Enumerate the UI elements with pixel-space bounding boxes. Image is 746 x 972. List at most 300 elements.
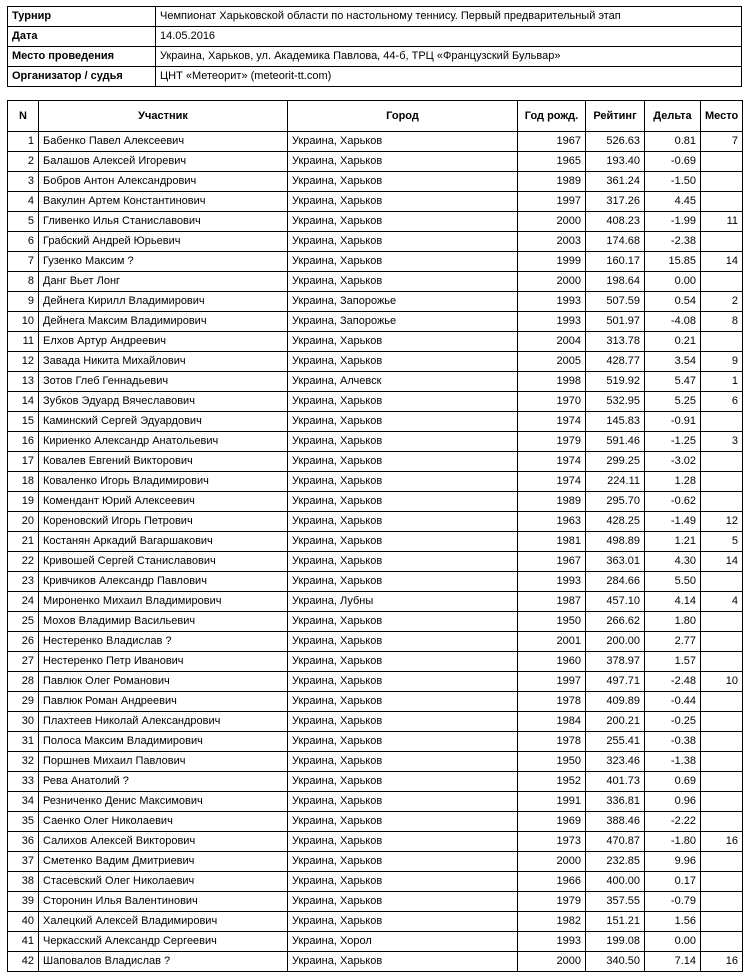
table-row [8, 812, 743, 832]
cell-city: Украина, Харьков [288, 192, 518, 212]
cell-place: 7 [701, 132, 743, 152]
cell-place [701, 852, 743, 872]
cell-number: 15 [8, 412, 39, 432]
cell-place [701, 192, 743, 212]
cell-delta: 1.21 [645, 532, 701, 552]
cell-participant: Шаповалов Владислав ? [39, 952, 288, 972]
cell-place [701, 732, 743, 752]
cell-number: 38 [8, 872, 39, 892]
tournament-row [8, 7, 742, 27]
cell-participant: Коваленко Игорь Владимирович [39, 472, 288, 492]
table-row [8, 692, 743, 712]
cell-place: 14 [701, 552, 743, 572]
cell-delta: -0.79 [645, 892, 701, 912]
cell-participant: Бабенко Павел Алексеевич [39, 132, 288, 152]
table-row [8, 352, 743, 372]
cell-city: Украина, Харьков [288, 412, 518, 432]
cell-city: Украина, Харьков [288, 332, 518, 352]
table-row [8, 832, 743, 852]
header-row [8, 101, 743, 132]
cell-number: 20 [8, 512, 39, 532]
cell-participant: Комендант Юрий Алексеевич [39, 492, 288, 512]
cell-delta: 4.14 [645, 592, 701, 612]
organizer-row [8, 67, 742, 87]
table-row [8, 372, 743, 392]
cell-birth-year: 2001 [518, 632, 586, 652]
cell-number: 34 [8, 792, 39, 812]
cell-participant: Рева Анатолий ? [39, 772, 288, 792]
cell-participant: Павлюк Роман Андреевич [39, 692, 288, 712]
cell-participant: Ковалев Евгений Викторович [39, 452, 288, 472]
table-row [8, 872, 743, 892]
cell-number: 13 [8, 372, 39, 392]
cell-delta: 4.45 [645, 192, 701, 212]
cell-birth-year: 2003 [518, 232, 586, 252]
cell-number: 16 [8, 432, 39, 452]
cell-city: Украина, Харьков [288, 812, 518, 832]
cell-birth-year: 1974 [518, 452, 586, 472]
table-row [8, 472, 743, 492]
cell-birth-year: 1993 [518, 572, 586, 592]
cell-number: 6 [8, 232, 39, 252]
cell-city: Украина, Харьков [288, 672, 518, 692]
cell-birth-year: 1989 [518, 172, 586, 192]
cell-participant: Кириенко Александр Анатольевич [39, 432, 288, 452]
cell-participant: Зубков Эдуард Вячеславович [39, 392, 288, 412]
cell-participant: Дейнега Кирилл Владимирович [39, 292, 288, 312]
date-value: 14.05.2016 [156, 27, 742, 47]
cell-birth-year: 1978 [518, 732, 586, 752]
cell-place [701, 712, 743, 732]
cell-rating: 428.25 [586, 512, 645, 532]
cell-participant: Поршнев Михаил Павлович [39, 752, 288, 772]
cell-rating: 428.77 [586, 352, 645, 372]
cell-delta: -1.25 [645, 432, 701, 452]
cell-birth-year: 1991 [518, 792, 586, 812]
cell-delta: 0.21 [645, 332, 701, 352]
cell-delta: 0.00 [645, 272, 701, 292]
cell-rating: 193.40 [586, 152, 645, 172]
cell-rating: 295.70 [586, 492, 645, 512]
cell-birth-year: 1979 [518, 892, 586, 912]
table-row [8, 632, 743, 652]
table-row [8, 152, 743, 172]
cell-rating: 145.83 [586, 412, 645, 432]
cell-delta: 0.17 [645, 872, 701, 892]
venue-value: Украина, Харьков, ул. Академика Павлова, 44-б, ТРЦ «Французский Бульвар» [156, 47, 742, 67]
cell-delta: -1.49 [645, 512, 701, 532]
cell-number: 1 [8, 132, 39, 152]
cell-participant: Грабский Андрей Юрьевич [39, 232, 288, 252]
cell-rating: 340.50 [586, 952, 645, 972]
cell-city: Украина, Харьков [288, 392, 518, 412]
cell-city: Украина, Харьков [288, 832, 518, 852]
cell-city: Украина, Харьков [288, 852, 518, 872]
cell-rating: 198.64 [586, 272, 645, 292]
cell-delta: 5.25 [645, 392, 701, 412]
cell-delta: 4.30 [645, 552, 701, 572]
cell-birth-year: 1982 [518, 912, 586, 932]
cell-participant: Черкасский Александр Сергеевич [39, 932, 288, 952]
cell-place: 5 [701, 532, 743, 552]
table-row [8, 932, 743, 952]
cell-rating: 224.11 [586, 472, 645, 492]
cell-participant: Халецкий Алексей Владимирович [39, 912, 288, 932]
cell-birth-year: 1989 [518, 492, 586, 512]
cell-rating: 313.78 [586, 332, 645, 352]
cell-number: 3 [8, 172, 39, 192]
cell-birth-year: 1963 [518, 512, 586, 532]
cell-rating: 284.66 [586, 572, 645, 592]
cell-place: 6 [701, 392, 743, 412]
cell-birth-year: 1952 [518, 772, 586, 792]
table-row [8, 452, 743, 472]
cell-city: Украина, Хорол [288, 932, 518, 952]
tournament-label: Турнир [8, 7, 156, 27]
cell-place [701, 792, 743, 812]
cell-delta: 5.50 [645, 572, 701, 592]
cell-delta: -0.44 [645, 692, 701, 712]
cell-birth-year: 1967 [518, 132, 586, 152]
cell-city: Украина, Харьков [288, 212, 518, 232]
cell-number: 40 [8, 912, 39, 932]
cell-rating: 408.23 [586, 212, 645, 232]
table-row [8, 332, 743, 352]
cell-place: 16 [701, 952, 743, 972]
cell-delta: -2.38 [645, 232, 701, 252]
cell-number: 32 [8, 752, 39, 772]
cell-participant: Саенко Олег Николаевич [39, 812, 288, 832]
cell-delta: 7.14 [645, 952, 701, 972]
cell-delta: -2.22 [645, 812, 701, 832]
table-row [8, 792, 743, 812]
table-row [8, 752, 743, 772]
cell-participant: Дейнега Максим Владимирович [39, 312, 288, 332]
table-row [8, 252, 743, 272]
cell-birth-year: 2004 [518, 332, 586, 352]
cell-rating: 361.24 [586, 172, 645, 192]
cell-rating: 200.00 [586, 632, 645, 652]
cell-delta: 5.47 [645, 372, 701, 392]
cell-number: 41 [8, 932, 39, 952]
cell-rating: 200.21 [586, 712, 645, 732]
cell-rating: 232.85 [586, 852, 645, 872]
cell-city: Украина, Запорожье [288, 292, 518, 312]
cell-rating: 526.63 [586, 132, 645, 152]
cell-participant: Мироненко Михаил Владимирович [39, 592, 288, 612]
tournament-info-table [7, 6, 742, 87]
cell-rating: 507.59 [586, 292, 645, 312]
cell-rating: 400.00 [586, 872, 645, 892]
tournament-value: Чемпионат Харьковской области по настольному теннису. Первый предварительный этап [156, 7, 742, 27]
cell-birth-year: 1993 [518, 292, 586, 312]
table-row [8, 552, 743, 572]
cell-delta: 0.96 [645, 792, 701, 812]
cell-number: 31 [8, 732, 39, 752]
cell-city: Украина, Харьков [288, 752, 518, 772]
table-row [8, 732, 743, 752]
cell-delta: 1.80 [645, 612, 701, 632]
cell-birth-year: 1997 [518, 672, 586, 692]
cell-rating: 266.62 [586, 612, 645, 632]
cell-place [701, 412, 743, 432]
date-label: Дата [8, 27, 156, 47]
cell-number: 2 [8, 152, 39, 172]
table-row [8, 612, 743, 632]
cell-participant: Бобров Антон Александрович [39, 172, 288, 192]
results-table [7, 100, 743, 972]
cell-place [701, 932, 743, 952]
cell-birth-year: 1970 [518, 392, 586, 412]
table-row [8, 952, 743, 972]
cell-birth-year: 1984 [518, 712, 586, 732]
cell-rating: 323.46 [586, 752, 645, 772]
header-city: Город [288, 101, 518, 132]
cell-city: Украина, Харьков [288, 712, 518, 732]
cell-city: Украина, Харьков [288, 132, 518, 152]
cell-rating: 299.25 [586, 452, 645, 472]
cell-city: Украина, Харьков [288, 252, 518, 272]
cell-participant: Полоса Максим Владимирович [39, 732, 288, 752]
cell-rating: 378.97 [586, 652, 645, 672]
cell-participant: Нестеренко Владислав ? [39, 632, 288, 652]
cell-place: 1 [701, 372, 743, 392]
cell-delta: 1.56 [645, 912, 701, 932]
table-row [8, 592, 743, 612]
organizer-label: Организатор / судья [8, 67, 156, 87]
cell-place [701, 872, 743, 892]
cell-birth-year: 1978 [518, 692, 586, 712]
cell-number: 8 [8, 272, 39, 292]
cell-delta: 0.00 [645, 932, 701, 952]
cell-city: Украина, Харьков [288, 612, 518, 632]
cell-participant: Зотов Глеб Геннадьевич [39, 372, 288, 392]
cell-place: 11 [701, 212, 743, 232]
cell-birth-year: 1950 [518, 752, 586, 772]
cell-number: 4 [8, 192, 39, 212]
cell-delta: 1.28 [645, 472, 701, 492]
cell-city: Украина, Харьков [288, 892, 518, 912]
header-place: Место [701, 101, 743, 132]
cell-birth-year: 1960 [518, 652, 586, 672]
header-delta: Дельта [645, 101, 701, 132]
cell-participant: Кривошей Сергей Станиславович [39, 552, 288, 572]
cell-delta: 3.54 [645, 352, 701, 372]
cell-participant: Гливенко Илья Станиславович [39, 212, 288, 232]
cell-number: 17 [8, 452, 39, 472]
cell-delta: 0.81 [645, 132, 701, 152]
cell-delta: -1.50 [645, 172, 701, 192]
cell-birth-year: 2000 [518, 852, 586, 872]
cell-birth-year: 1967 [518, 552, 586, 572]
cell-city: Украина, Запорожье [288, 312, 518, 332]
cell-rating: 388.46 [586, 812, 645, 832]
cell-participant: Кривчиков Александр Павлович [39, 572, 288, 592]
cell-participant: Кореновский Игорь Петрович [39, 512, 288, 532]
cell-birth-year: 1993 [518, 312, 586, 332]
cell-city: Украина, Харьков [288, 152, 518, 172]
cell-rating: 409.89 [586, 692, 645, 712]
venue-row [8, 47, 742, 67]
cell-number: 23 [8, 572, 39, 592]
cell-city: Украина, Харьков [288, 912, 518, 932]
table-row [8, 132, 743, 152]
cell-participant: Сторонин Илья Валентинович [39, 892, 288, 912]
cell-number: 11 [8, 332, 39, 352]
cell-place [701, 272, 743, 292]
table-row [8, 712, 743, 732]
cell-rating: 357.55 [586, 892, 645, 912]
cell-place: 10 [701, 672, 743, 692]
cell-city: Украина, Алчевск [288, 372, 518, 392]
cell-number: 42 [8, 952, 39, 972]
cell-rating: 532.95 [586, 392, 645, 412]
cell-rating: 336.81 [586, 792, 645, 812]
cell-delta: -0.38 [645, 732, 701, 752]
cell-birth-year: 1974 [518, 412, 586, 432]
cell-city: Украина, Харьков [288, 732, 518, 752]
cell-rating: 501.97 [586, 312, 645, 332]
cell-number: 9 [8, 292, 39, 312]
cell-number: 10 [8, 312, 39, 332]
cell-number: 26 [8, 632, 39, 652]
cell-birth-year: 1950 [518, 612, 586, 632]
cell-place [701, 752, 743, 772]
cell-city: Украина, Харьков [288, 452, 518, 472]
cell-place [701, 452, 743, 472]
table-row [8, 652, 743, 672]
cell-delta: -0.25 [645, 712, 701, 732]
cell-number: 29 [8, 692, 39, 712]
cell-birth-year: 1974 [518, 472, 586, 492]
cell-number: 28 [8, 672, 39, 692]
table-row [8, 412, 743, 432]
cell-place: 9 [701, 352, 743, 372]
cell-place [701, 652, 743, 672]
cell-delta: -1.38 [645, 752, 701, 772]
cell-participant: Салихов Алексей Викторович [39, 832, 288, 852]
table-row [8, 532, 743, 552]
cell-delta: 0.69 [645, 772, 701, 792]
organizer-value: ЦНТ «Метеорит» (meteorit-tt.com) [156, 67, 742, 87]
cell-birth-year: 2000 [518, 952, 586, 972]
cell-place [701, 632, 743, 652]
cell-city: Украина, Харьков [288, 532, 518, 552]
cell-number: 14 [8, 392, 39, 412]
header-rating: Рейтинг [586, 101, 645, 132]
cell-city: Украина, Харьков [288, 572, 518, 592]
cell-city: Украина, Харьков [288, 352, 518, 372]
cell-delta: 15.85 [645, 252, 701, 272]
cell-participant: Балашов Алексей Игоревич [39, 152, 288, 172]
cell-participant: Павлюк Олег Романович [39, 672, 288, 692]
cell-rating: 174.68 [586, 232, 645, 252]
cell-place [701, 892, 743, 912]
cell-place [701, 152, 743, 172]
cell-place: 14 [701, 252, 743, 272]
table-row [8, 272, 743, 292]
cell-place [701, 812, 743, 832]
header-participant: Участник [39, 101, 288, 132]
cell-place: 2 [701, 292, 743, 312]
table-row [8, 232, 743, 252]
cell-delta: -4.08 [645, 312, 701, 332]
cell-city: Украина, Харьков [288, 512, 518, 532]
cell-place [701, 472, 743, 492]
cell-participant: Гузенко Максим ? [39, 252, 288, 272]
cell-number: 5 [8, 212, 39, 232]
cell-rating: 160.17 [586, 252, 645, 272]
table-row [8, 292, 743, 312]
cell-rating: 199.08 [586, 932, 645, 952]
cell-number: 24 [8, 592, 39, 612]
cell-rating: 470.87 [586, 832, 645, 852]
table-row [8, 892, 743, 912]
cell-birth-year: 1981 [518, 532, 586, 552]
cell-rating: 401.73 [586, 772, 645, 792]
cell-rating: 363.01 [586, 552, 645, 572]
cell-participant: Елхов Артур Андреевич [39, 332, 288, 352]
cell-birth-year: 1987 [518, 592, 586, 612]
cell-place [701, 912, 743, 932]
cell-number: 36 [8, 832, 39, 852]
cell-number: 33 [8, 772, 39, 792]
cell-delta: 1.57 [645, 652, 701, 672]
cell-birth-year: 2005 [518, 352, 586, 372]
cell-delta: 9.96 [645, 852, 701, 872]
cell-birth-year: 1965 [518, 152, 586, 172]
cell-number: 19 [8, 492, 39, 512]
cell-rating: 497.71 [586, 672, 645, 692]
cell-place [701, 492, 743, 512]
cell-place: 8 [701, 312, 743, 332]
results-body [8, 132, 743, 972]
cell-number: 27 [8, 652, 39, 672]
cell-place: 4 [701, 592, 743, 612]
cell-number: 22 [8, 552, 39, 572]
cell-city: Украина, Харьков [288, 692, 518, 712]
cell-rating: 255.41 [586, 732, 645, 752]
cell-place: 3 [701, 432, 743, 452]
cell-place [701, 772, 743, 792]
cell-number: 39 [8, 892, 39, 912]
cell-city: Украина, Харьков [288, 432, 518, 452]
header-number: N [8, 101, 39, 132]
cell-city: Украина, Харьков [288, 172, 518, 192]
cell-place [701, 332, 743, 352]
cell-place [701, 572, 743, 592]
cell-delta: -1.80 [645, 832, 701, 852]
cell-participant: Костанян Аркадий Вагаршакович [39, 532, 288, 552]
table-row [8, 312, 743, 332]
cell-participant: Данг Вьет Лонг [39, 272, 288, 292]
date-row [8, 27, 742, 47]
cell-delta: -2.48 [645, 672, 701, 692]
cell-place [701, 612, 743, 632]
cell-rating: 498.89 [586, 532, 645, 552]
cell-city: Украина, Харьков [288, 872, 518, 892]
cell-place: 16 [701, 832, 743, 852]
cell-participant: Стасевский Олег Николаевич [39, 872, 288, 892]
table-row [8, 672, 743, 692]
cell-city: Украина, Лубны [288, 592, 518, 612]
table-row [8, 572, 743, 592]
cell-place [701, 232, 743, 252]
venue-label: Место проведения [8, 47, 156, 67]
cell-birth-year: 1966 [518, 872, 586, 892]
cell-city: Украина, Харьков [288, 632, 518, 652]
cell-city: Украина, Харьков [288, 272, 518, 292]
